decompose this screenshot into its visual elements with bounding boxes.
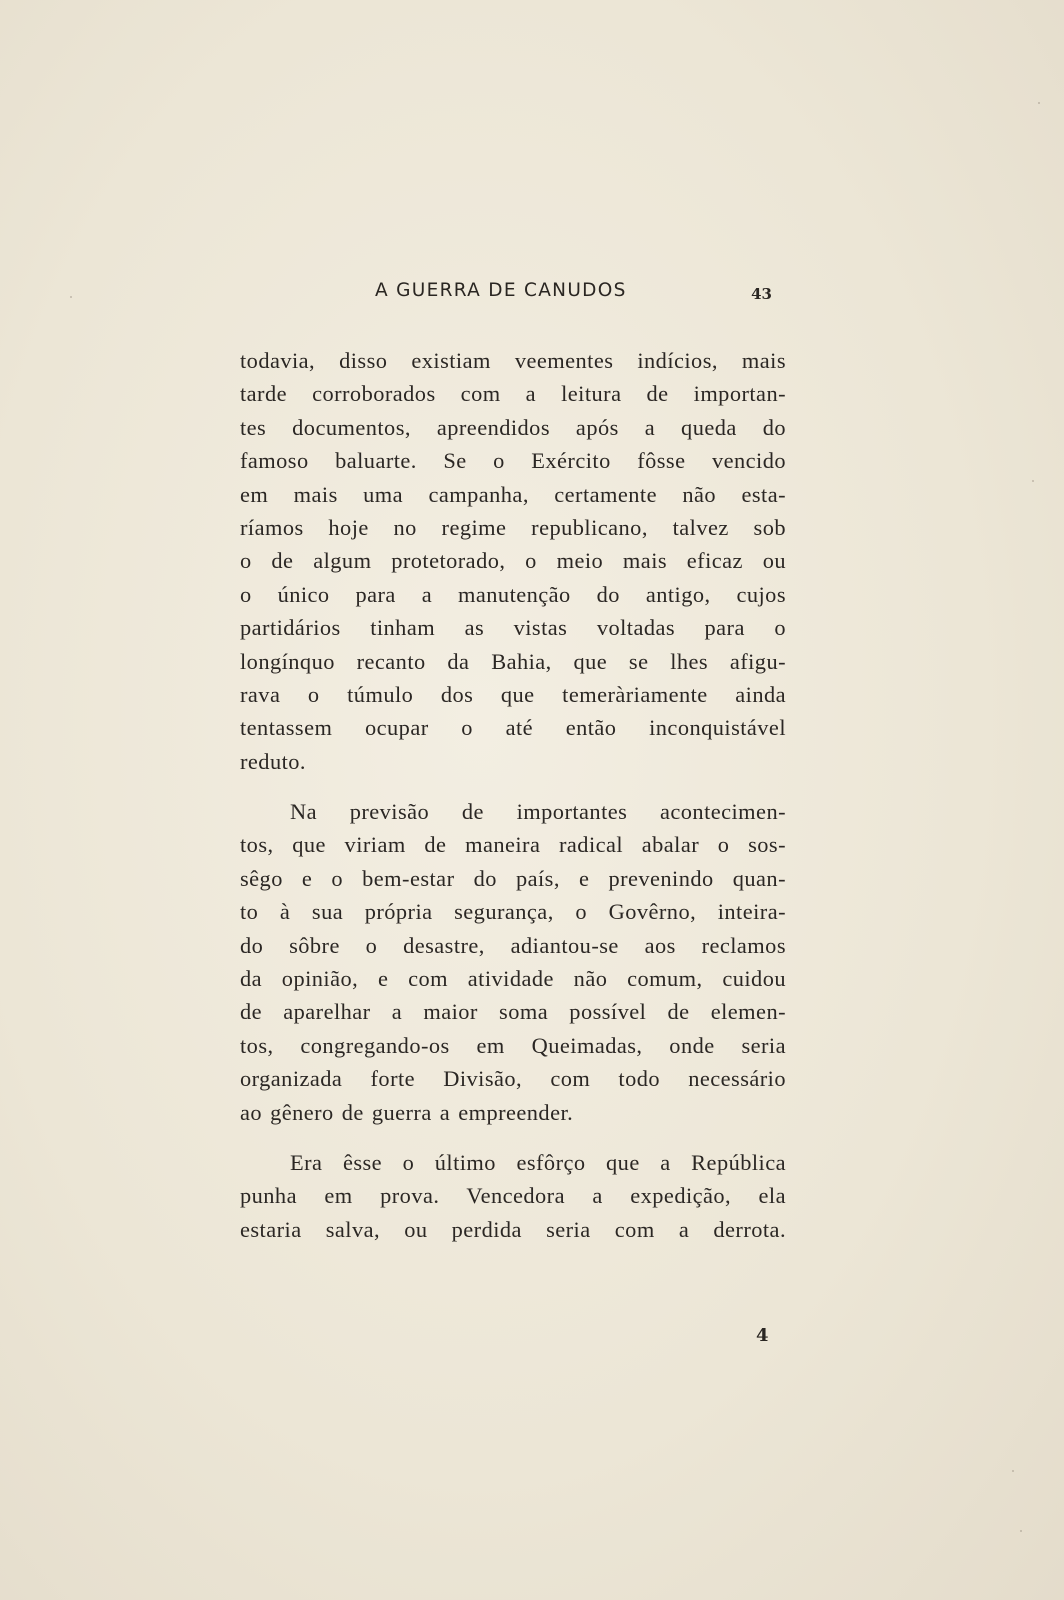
paragraph-3 [240, 1146, 786, 1246]
text-line: de aparelhar a maior soma possível de elemen- [240, 999, 786, 1025]
text-line: sêgo e o bem-estar do país, e prevenindo quan- [240, 865, 786, 891]
paragraph-2 [240, 795, 786, 1129]
text-line: tentassem ocupar o até então inconquistável [240, 715, 786, 741]
text-line: Era êsse o último esfôrço que a República [290, 1149, 786, 1175]
paper-speck [1032, 480, 1034, 482]
running-head [240, 276, 788, 312]
paper-speck [1038, 102, 1040, 104]
text-line: o de algum protetorado, o meio mais eficaz ou [240, 548, 786, 574]
paper-speck [70, 296, 72, 298]
text-line: tes documentos, apreendidos após a queda do [240, 414, 786, 440]
text-line: tos, congregando-os em Queimadas, onde seria [240, 1032, 786, 1058]
text-line: rava o túmulo dos que temeràriamente ainda [240, 681, 786, 707]
text-line: organizada forte Divisão, com todo necessário [240, 1066, 786, 1092]
text-line: partidários tinham as vistas voltadas para o [240, 615, 786, 641]
text-line: em mais uma campanha, certamente não esta- [240, 481, 786, 507]
text-line: reduto. [240, 748, 306, 774]
text-line: tarde corroborados com a leitura de importan- [240, 381, 786, 407]
paper-speck [1020, 1530, 1022, 1532]
text-line: estaria salva, ou perdida seria com a derrota. [240, 1216, 786, 1242]
text-line: famoso baluarte. Se o Exército fôsse vencido [240, 448, 786, 474]
text-line: Na previsão de importantes acontecimen- [290, 799, 786, 825]
body-text [240, 344, 786, 1263]
text-line: ríamos hoje no regime republicano, talvez sob [240, 514, 786, 540]
text-line: longínquo recanto da Bahia, que se lhes afigu- [240, 648, 786, 674]
text-line: o único para a manutenção do antigo, cujos [240, 581, 786, 607]
paragraph-1 [240, 344, 786, 778]
paper-speck [1012, 1470, 1014, 1472]
text-line: tos, que viriam de maneira radical abalar o sos- [240, 832, 786, 858]
running-title: A GUERRA DE CANUDOS [375, 280, 627, 301]
text-line: punha em prova. Vencedora a expedição, ela [240, 1183, 786, 1209]
text-line: da opinião, e com atividade não comum, cuidou [240, 966, 786, 992]
text-line: todavia, disso existiam veementes indícios, mais [240, 348, 786, 373]
page-number: 43 [751, 285, 772, 303]
text-line: ao gênero de guerra a empreender. [240, 1099, 574, 1125]
text-line: do sôbre o desastre, adiantou-se aos reclamos [240, 932, 786, 958]
text-line: to à sua própria segurança, o Govêrno, inteira- [240, 899, 786, 925]
signature-mark: 4 [756, 1325, 769, 1346]
